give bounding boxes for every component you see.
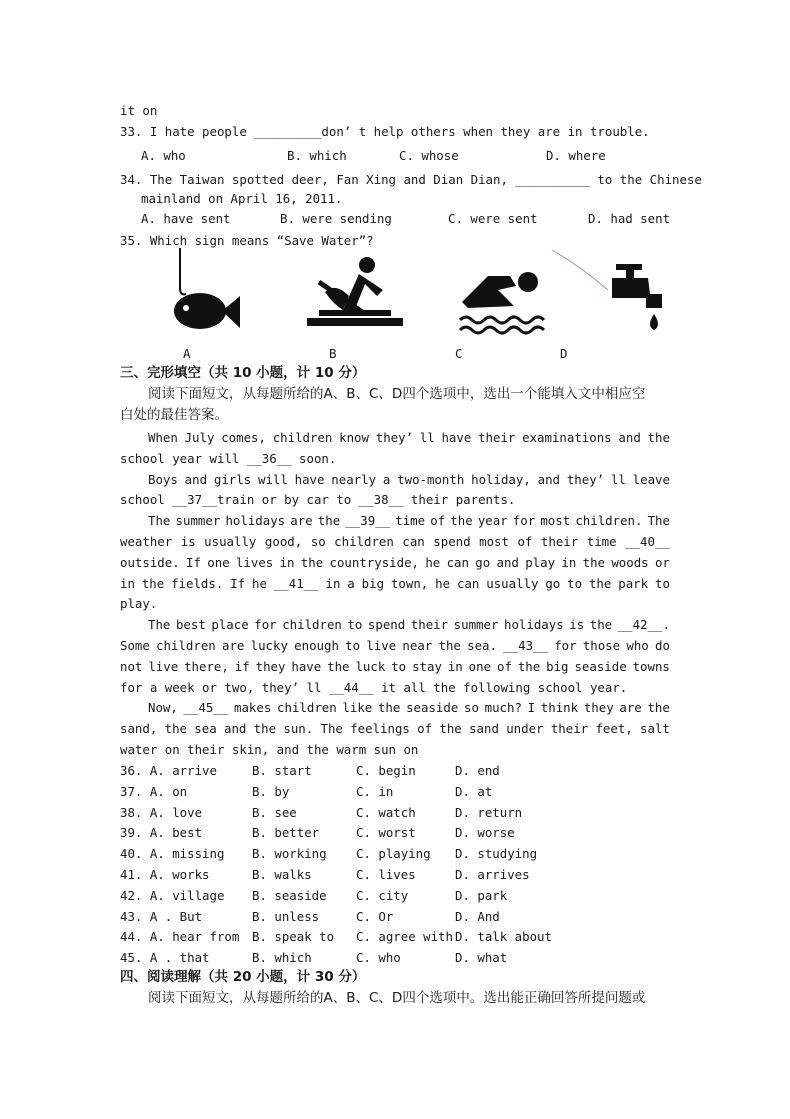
cloze-option: 43. A . But	[120, 908, 203, 924]
cloze-option: D. And	[455, 908, 500, 924]
passage-line: When July comes, children know they’ ll have their examinations and the	[148, 430, 670, 445]
passage-line: Some children are lucky enough to live near the sea. __43__ for those who do	[120, 638, 670, 653]
q34-option-b: B. were sending	[280, 211, 392, 226]
cloze-option: 40. A. missing	[120, 846, 225, 862]
passage-line: school __37__train or by car to __38__ their parents.	[120, 492, 516, 507]
q33-option-b: B. which	[287, 148, 347, 163]
cloze-option: B. unless	[252, 908, 320, 924]
passage-line: water on their skin, and the warm sun on	[120, 742, 419, 757]
cloze-option: D. what	[455, 950, 508, 966]
section4-heading: 四、阅读理解（共 20 小题，计 30 分）	[120, 969, 366, 985]
cloze-option: C. playing	[356, 846, 431, 862]
passage-line: play.	[120, 596, 158, 611]
passage-line: Now, __45__ makes children like the seaside so much? I think they are the	[148, 700, 670, 715]
sign-d-label: D	[560, 346, 568, 361]
cloze-option: C. in	[356, 783, 394, 799]
passage-line: school year will __36__ soon.	[120, 451, 337, 466]
section4-instruction-line1: 阅读下面短文，从每题所给的A、B、C、D四个选项中。选出能正确回答所提问题或	[148, 990, 646, 1006]
sign-a-label: A	[183, 346, 191, 361]
cloze-option: D. at	[455, 783, 493, 799]
passage-line: for a week or two, they’ ll __44__ it all the following school year.	[120, 680, 628, 695]
cloze-option: D. arrives	[455, 867, 530, 882]
fishing-icon	[160, 248, 245, 338]
cloze-option: 42. A. village	[120, 887, 225, 903]
cloze-option: C. lives	[356, 867, 416, 882]
cloze-option: 38. A. love	[120, 804, 203, 820]
rowing-icon	[305, 252, 403, 332]
passage-line: in the fields. If he __41__ in a big town, he can usually go to the park to	[120, 576, 670, 591]
q35-stem: 35. Which sign means “Save Water”?	[120, 233, 374, 248]
cloze-option: C. begin	[356, 763, 416, 778]
cloze-option: 37. A. on	[120, 783, 188, 799]
cloze-option: C. worst	[356, 825, 416, 841]
q34-option-c: C. were sent	[448, 211, 538, 226]
top-line: it on	[120, 103, 158, 118]
cloze-option: B. walks	[252, 867, 312, 882]
cloze-option: 45. A . that	[120, 950, 210, 966]
section3-instruction-line2: 白处的最佳答案。	[120, 407, 228, 423]
cloze-option: B. better	[252, 825, 320, 841]
passage-line: Boys and girls will have nearly a two-month holiday, and they’ ll leave	[148, 472, 670, 487]
cloze-option: C. city	[356, 887, 409, 903]
cloze-option: D. worse	[455, 825, 515, 841]
swimming-icon	[458, 268, 550, 338]
q34-stem-line1: 34. The Taiwan spotted deer, Fan Xing and Dian Dian, __________ to the Chinese	[120, 172, 702, 187]
cloze-option: D. studying	[455, 846, 538, 862]
q33-stem: 33. I hate people _________don’ t help others when they are in trouble.	[120, 124, 650, 139]
faucet-icon	[550, 246, 670, 338]
passage-line: sand, the sea and the sun. The feelings of the sand under their feet, salt	[120, 721, 670, 736]
q34-option-d: D. had sent	[588, 211, 671, 226]
cloze-option: B. by	[252, 783, 290, 799]
cloze-option: 41. A. works	[120, 867, 210, 882]
cloze-option: 39. A. best	[120, 825, 203, 841]
q33-option-a: A. who	[141, 148, 186, 163]
q33-option-c: C. whose	[399, 148, 459, 163]
cloze-option: C. Or	[356, 908, 394, 924]
cloze-option: B. see	[252, 804, 297, 820]
q34-option-a: A. have sent	[141, 211, 231, 226]
cloze-option: D. return	[455, 804, 523, 820]
passage-line: The best place for children to spend their summer holidays is the __42__.	[148, 617, 670, 632]
cloze-option: B. speak to	[252, 929, 335, 945]
cloze-option: C. who	[356, 950, 401, 966]
cloze-option: D. end	[455, 763, 500, 778]
cloze-option: B. seaside	[252, 887, 327, 903]
cloze-option: 36. A. arrive	[120, 763, 217, 778]
cloze-option: D. park	[455, 887, 508, 903]
cloze-option: C. watch	[356, 804, 416, 820]
sign-b-label: B	[329, 346, 337, 361]
q34-stem-line2: mainland on April 16, 2011.	[141, 191, 343, 206]
cloze-option: B. which	[252, 950, 312, 966]
cloze-option: C. agree with	[356, 929, 453, 945]
sign-c-label: C	[455, 346, 463, 361]
q33-option-d: D. where	[546, 148, 606, 163]
section3-instruction-line1: 阅读下面短文，从每题所给的A、B、C、D四个选项中，选出一个能填入文中相应空	[148, 386, 646, 402]
passage-line: not live there, if they have the luck to stay in one of the big seaside towns	[120, 659, 670, 674]
section3-heading: 三、完形填空（共 10 小题，计 10 分）	[120, 365, 366, 381]
passage-line: The summer holidays are the __39__ time of the year for most children. The	[148, 513, 670, 528]
passage-line: outside. If one lives in the countryside, he can go and play in the woods or	[120, 555, 670, 570]
cloze-option: B. start	[252, 763, 312, 778]
passage-line: weather is usually good, so children can spend most of their time __40__	[120, 534, 670, 549]
cloze-option: B. working	[252, 846, 327, 862]
cloze-option: 44. A. hear from	[120, 929, 240, 945]
cloze-option: D. talk about	[455, 929, 552, 945]
